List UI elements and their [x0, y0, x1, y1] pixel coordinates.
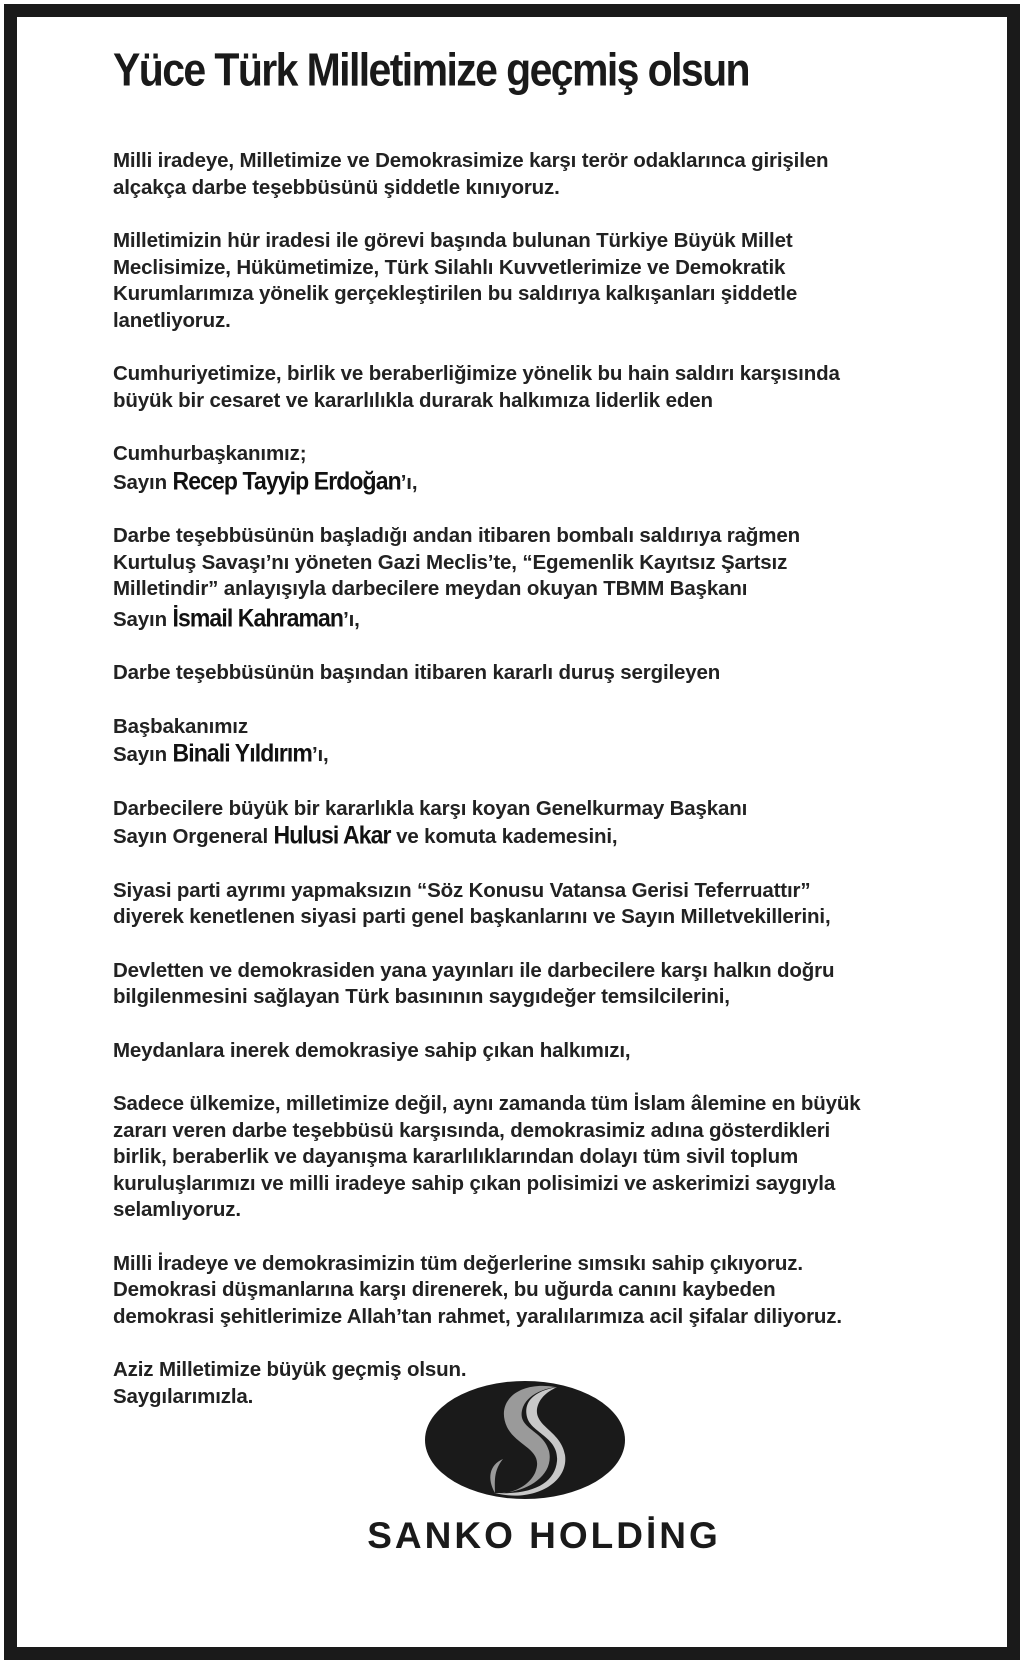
paragraph-condemnation: Milli iradeye, Milletimize ve Demokrasimize karşı terör odaklarınca girişilen alçakça darbe teşebbüsünü şiddetle kınıyoruz. [113, 149, 829, 199]
prime-minister-suffix: ’ı, [311, 743, 329, 767]
paragraph-civil-society: Sadece ülkemize, milletimize değil, aynı zamanda tüm İslam âlemine en büyük zararı veren darbe teşebbüsü karşısında, demokrasimiz adına gösterdikleri birlik, beraberlik ve dayanışma kararlılıklarından dolayı tüm sivil toplum kuruluşlarımızı ve milli iradeye sahip çıkan polisimizi ve askerimizi saygıyla selamlıyoruz. [113, 1092, 861, 1222]
paragraph-martyrs: Milli İradeye ve demokrasimizin tüm değerlerine sımsıkı sahip çıkıyoruz. Demokrasi düşmanlarına karşı direnerek, bu uğurda canını kaybeden demokrasi şehitlerimize Allah’tan rahmet, yaralılarımıza acil şifalar diliyoruz. [113, 1251, 842, 1328]
president-name: Recep Tayyip Erdoğan [172, 466, 401, 495]
president-prefix: Sayın [113, 470, 173, 494]
paragraph-speaker [113, 605, 933, 634]
closing-regards: Saygılarımızla. [113, 1384, 254, 1408]
speaker-prefix: Sayın [113, 607, 173, 631]
company-logo [17, 1379, 1024, 1557]
chief-of-staff-prefix: Sayın Orgeneral [113, 825, 274, 849]
notice-body [113, 148, 933, 1410]
speaker-name: İsmail Kahraman [172, 603, 344, 632]
paragraph-public: Meydanlara inerek demokrasiye sahip çıkan halkımızı, [113, 1038, 631, 1062]
page-frame [4, 4, 1020, 1660]
page-title: Yüce Türk Milletimize geçmiş olsun [113, 44, 749, 96]
speaker-suffix: ’ı, [343, 607, 360, 631]
paragraph-political-parties: Siyasi parti ayrımı yapmaksızın “Söz Konusu Vatansa Gerisi Teferruattır” diyerek kenetlenen siyasi parti genel başkanlarını ve Sayın Milletvekillerini, [113, 878, 831, 929]
paragraph-prime-minister [113, 714, 933, 769]
paragraph-president [113, 441, 933, 496]
chief-of-staff-intro: Darbecilere büyük bir kararlıkla karşı koyan Genelkurmay Başkanı [113, 796, 748, 820]
paragraph-steadfast: Darbe teşebbüsünün başından itibaren kararlı duruş sergileyen [113, 661, 721, 685]
company-name: SANKO HOLDİNG [367, 1515, 721, 1556]
closing-wish: Aziz Milletimize büyük geçmiş olsun. [113, 1358, 467, 1382]
paragraph-curse: Milletimizin hür iradesi ile görevi başında bulunan Türkiye Büyük Millet Meclisimize, Hükümetimize, Türk Silahlı Kuvvetlerimize ve Demokratik Kurumlarımıza yönelik gerçekleştirilen bu saldırıya kalkışanları şiddetle lanetliyoruz. [113, 229, 798, 332]
chief-of-staff-name: Hulusi Akar [273, 821, 391, 850]
paragraph-chief-of-staff [113, 796, 933, 851]
paragraph-leadership: Cumhuriyetimize, birlik ve beraberliğimize yönelik bu hain saldırı karşısında büyük bir cesaret ve kararlılıkla durarak halkımıza liderlik eden [113, 362, 840, 412]
sanko-s-logo-icon [423, 1379, 627, 1501]
prime-minister-name: Binali Yıldırım [172, 739, 312, 768]
chief-of-staff-suffix: ve komuta kademesini, [390, 825, 618, 849]
president-title: Cumhurbaşkanımız; [113, 442, 307, 466]
president-suffix: ’ı, [400, 470, 418, 494]
prime-minister-prefix: Sayın [113, 743, 173, 767]
prime-minister-title: Başbakanımız [113, 714, 248, 738]
paragraph-parliament: Darbe teşebbüsünün başladığı andan itibaren bombalı saldırıya rağmen Kurtuluş Savaşı’nı yöneten Gazi Meclis’te, “Egemenlik Kayıtsız Şartsız Milletindir” anlayışıyla darbecilere meydan okuyan TBMM Başkanı [113, 524, 800, 601]
notice-content [113, 43, 933, 1437]
paragraph-press: Devletten ve demokrasiden yana yayınları ile darbecilere karşı halkın doğru bilgilenmesini sağlayan Türk basınının saygıdeğer temsilcilerini, [113, 958, 835, 1009]
